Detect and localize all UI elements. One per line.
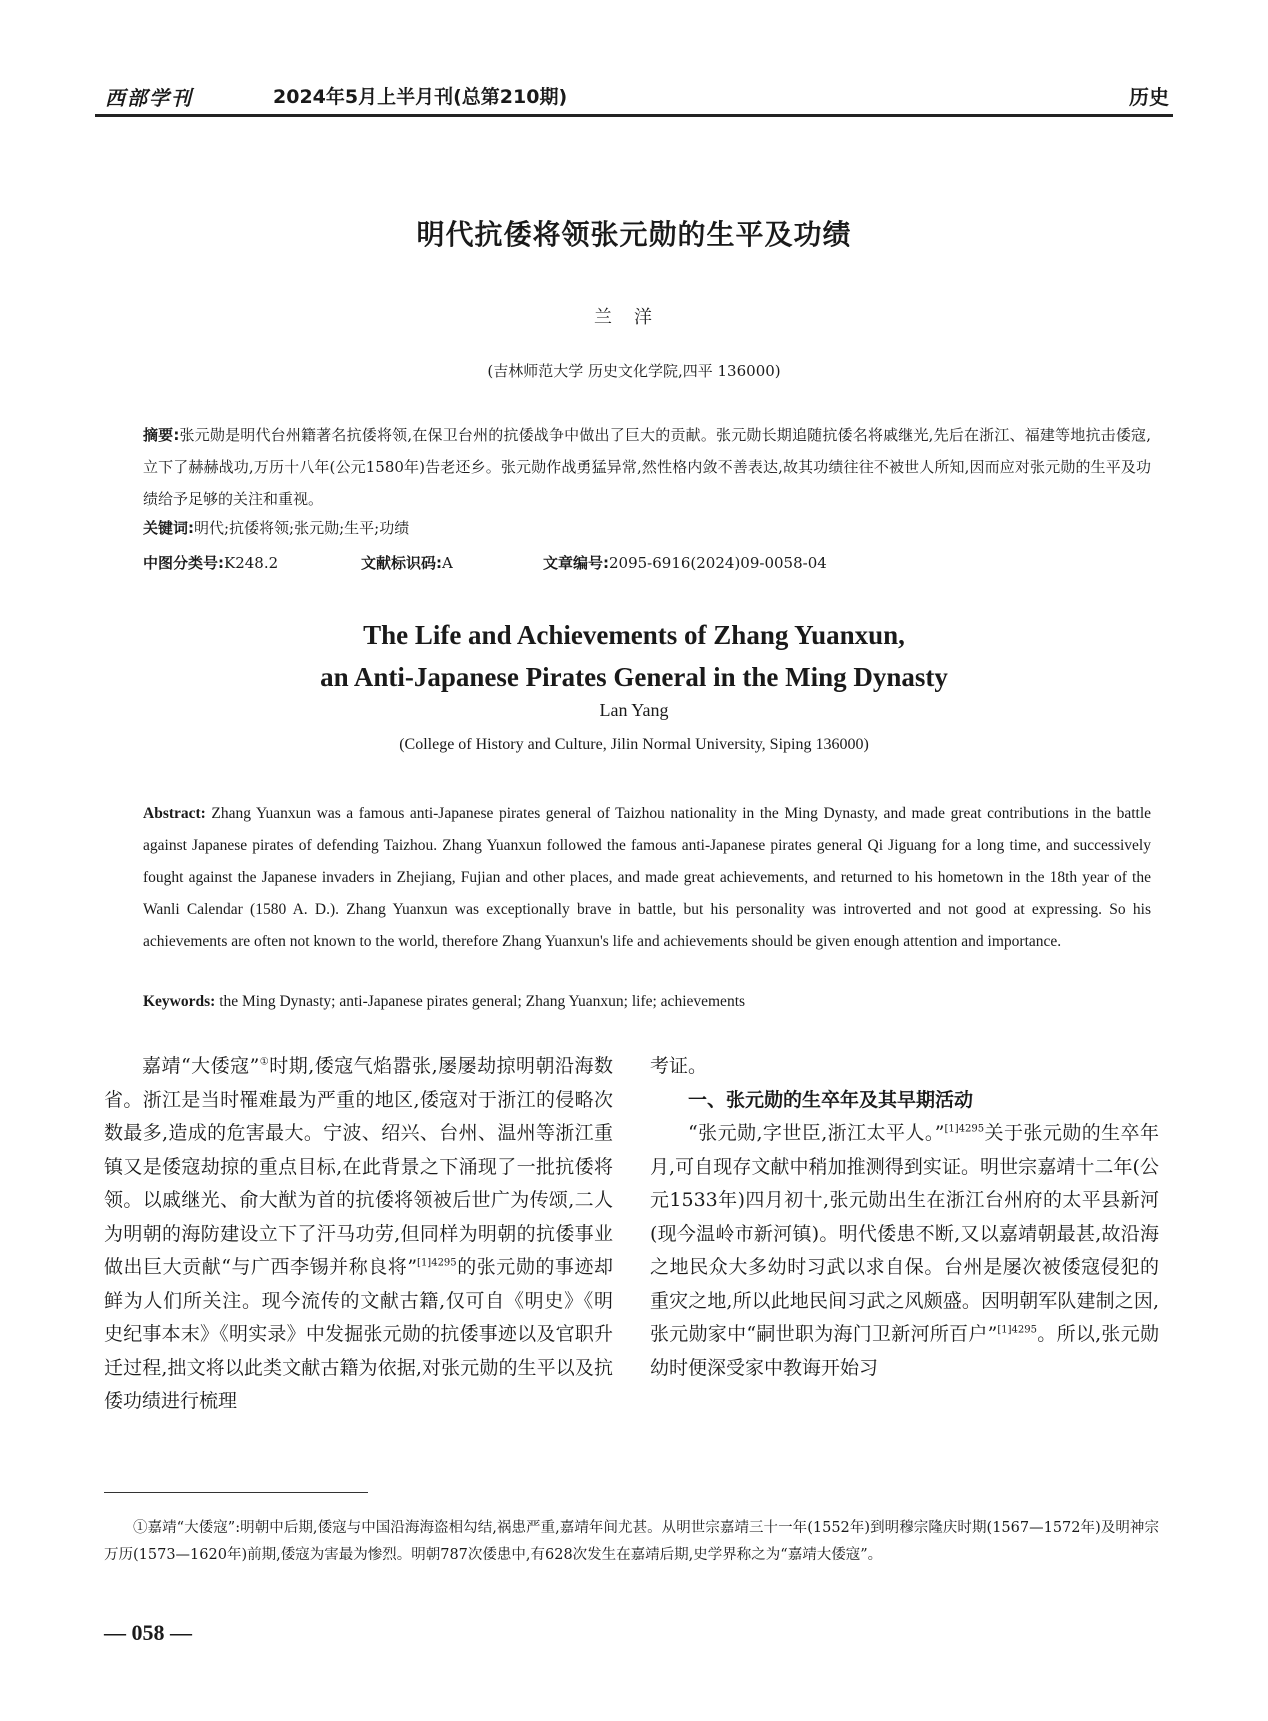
running-header — [95, 80, 1173, 117]
body-text: 。所以,张元勋幼时便深受家中教诲开始习 — [650, 1323, 1159, 1379]
art-value: 2095-6916(2024)09-0058-04 — [609, 554, 827, 572]
title-en-line1: The Life and Achievements of Zhang Yuanxun, — [363, 620, 905, 650]
doc-value: A — [442, 554, 453, 572]
doc-label: 文献标识码: — [361, 554, 442, 572]
keywords-en-label: Keywords: — [143, 993, 216, 1010]
body-column-left — [104, 1050, 613, 1419]
body-text: 的张元勋的事迹却鲜为人们所关注。现今流传的文献古籍,仅可自《明史》《明史纪事本末》《明实录》中发掘张元勋的抗倭事迹以及官职升迁过程,拙文将以此类文献古籍为依据,对张元勋的生平以及抗倭功绩进行梳理 — [104, 1256, 613, 1412]
issue-info: 2024年5月上半月刊(总第210期) — [273, 86, 568, 108]
keywords-cn-label: 关键词: — [143, 519, 194, 537]
journal-logo: 西部学刊 — [105, 86, 193, 110]
abstract-en-text: Zhang Yuanxun was a famous anti-Japanese pirates general of Taizhou nationality in the Ming Dynasty, and made great contributions in the battle against Japanese pirates of defending Taizhou. Zhang Yuanxun followed the famous anti-Japanese pirates general Qi Jiguang for a long time, and successively fought against the Japanese invaders in Zhejiang, Fujian and other places, and made great achievements, and returned to his hometown in the 18th year of the Wanli Calendar (1580 A. D.). Zhang Yuanxun was exceptionally brave in battle, but his personality was introverted and not good at expressing. So his achievements are often not known to the world, therefore Zhang Yuanxun's life and achievements should be given enough attention and importance. — [143, 805, 1152, 950]
body-text: 关于张元勋的生卒年月,可自现存文献中稍加推测得到实证。明世宗嘉靖十二年(公元1533年)四月初十,张元勋出生在浙江台州府的太平县新河(现今温岭市新河镇)。明代倭患不断,又以嘉靖朝最甚,故沿海之地民众大多幼时习武以求自保。台州是屡次被倭寇侵犯的重灾之地,所以此地民间习武之风颇盛。因明朝军队建制之因,张元勋家中“嗣世职为海门卫新河所百户” — [650, 1122, 1159, 1345]
abstract-cn-text: 张元勋是明代台州籍著名抗倭将领,在保卫台州的抗倭战争中做出了巨大的贡献。张元勋长期追随抗倭名将戚继光,先后在浙江、福建等地抗击倭寇,立下了赫赫战功,万历十八年(公元1580年)告老还乡。张元勋作战勇猛异常,然性格内敛不善表达,故其功绩往往不被世人所知,因而应对张元勋的生平及功绩给予足够的关注和重视。 — [143, 426, 1152, 508]
keywords-cn-text: 明代;抗倭将领;张元勋;生平;功绩 — [194, 519, 410, 537]
affiliation-en: (College of History and Culture, Jilin Normal University, Siping 136000) — [399, 736, 869, 753]
author-en: Lan Yang — [599, 700, 669, 720]
clc-code — [143, 552, 278, 573]
footnote-marker[interactable]: ① — [259, 1056, 270, 1068]
art-label: 文章编号: — [543, 554, 609, 572]
body-paragraph-continued: 考证。 — [650, 1055, 708, 1077]
footnote-text: ①嘉靖“大倭寇”:明朝中后期,倭寇与中国沿海海盗相勾结,祸患严重,嘉靖年间尤甚。从明世宗嘉靖三十一年(1552年)到明穆宗隆庆时期(1567—1572年)及明神宗万历(1573—1620年)前期,倭寇为害最为惨烈。明朝787次倭患中,有628次发生在嘉靖后期,史学界称之为“嘉靖大倭寇”。 — [104, 1520, 1159, 1563]
section-heading: 一、张元勋的生卒年及其早期活动 — [688, 1088, 974, 1111]
body-text: 时期,倭寇气焰嚣张,屡屡劫掠明朝沿海数省。浙江是当时罹难最为严重的地区,倭寇对于浙江的侵略次数最多,造成的危害最大。宁波、绍兴、台州、温州等浙江重镇又是倭寇劫掠的重点目标,在此背景之下涌现了一批抗倭将领。以戚继光、俞大猷为首的抗倭将领被后世广为传颂,二人为明朝的海防建设立下了汗马功劳,但同样为明朝的抗倭事业做出巨大贡献“与广西李锡并称良将” — [104, 1055, 613, 1278]
abstract-en-label: Abstract: — [143, 805, 206, 822]
citation-marker[interactable]: [1]4295 — [997, 1324, 1038, 1336]
abstract-cn — [143, 419, 1151, 515]
keywords-en — [143, 993, 1151, 1011]
citation-marker[interactable]: [1]4295 — [417, 1257, 457, 1269]
article-title-cn: 明代抗倭将领张元勋的生平及功绩 — [416, 218, 852, 251]
body-paragraph — [650, 1117, 1159, 1385]
citation-marker[interactable]: [1]4295 — [944, 1123, 985, 1135]
footnote — [104, 1515, 1159, 1569]
body-paragraph — [104, 1050, 613, 1419]
abstract-en — [143, 798, 1151, 958]
classification-row — [143, 552, 1151, 576]
page-number: — 058 — — [104, 1620, 192, 1645]
keywords-en-text: the Ming Dynasty; anti-Japanese pirates general; Zhang Yuanxun; life; achievements — [219, 993, 746, 1010]
footnote-divider — [104, 1492, 368, 1493]
keywords-cn — [143, 517, 1151, 538]
clc-label: 中图分类号: — [143, 554, 224, 572]
title-en-line2: an Anti-Japanese Pirates General in the Ming Dynasty — [320, 662, 948, 692]
author-cn: 兰洋 — [594, 307, 674, 328]
affiliation-cn: (吉林师范大学 历史文化学院,四平 136000) — [487, 362, 781, 380]
section-label: 历史 — [1129, 85, 1169, 109]
doc-code — [361, 552, 453, 573]
abstract-cn-label: 摘要: — [143, 426, 180, 444]
body-text: 嘉靖“大倭寇” — [142, 1055, 260, 1077]
body-text: “张元勋,字世臣,浙江太平人。” — [688, 1122, 945, 1144]
article-number — [543, 552, 827, 573]
article-title-en — [0, 614, 1268, 698]
clc-value: K248.2 — [224, 554, 279, 572]
body-column-right — [650, 1050, 1159, 1385]
